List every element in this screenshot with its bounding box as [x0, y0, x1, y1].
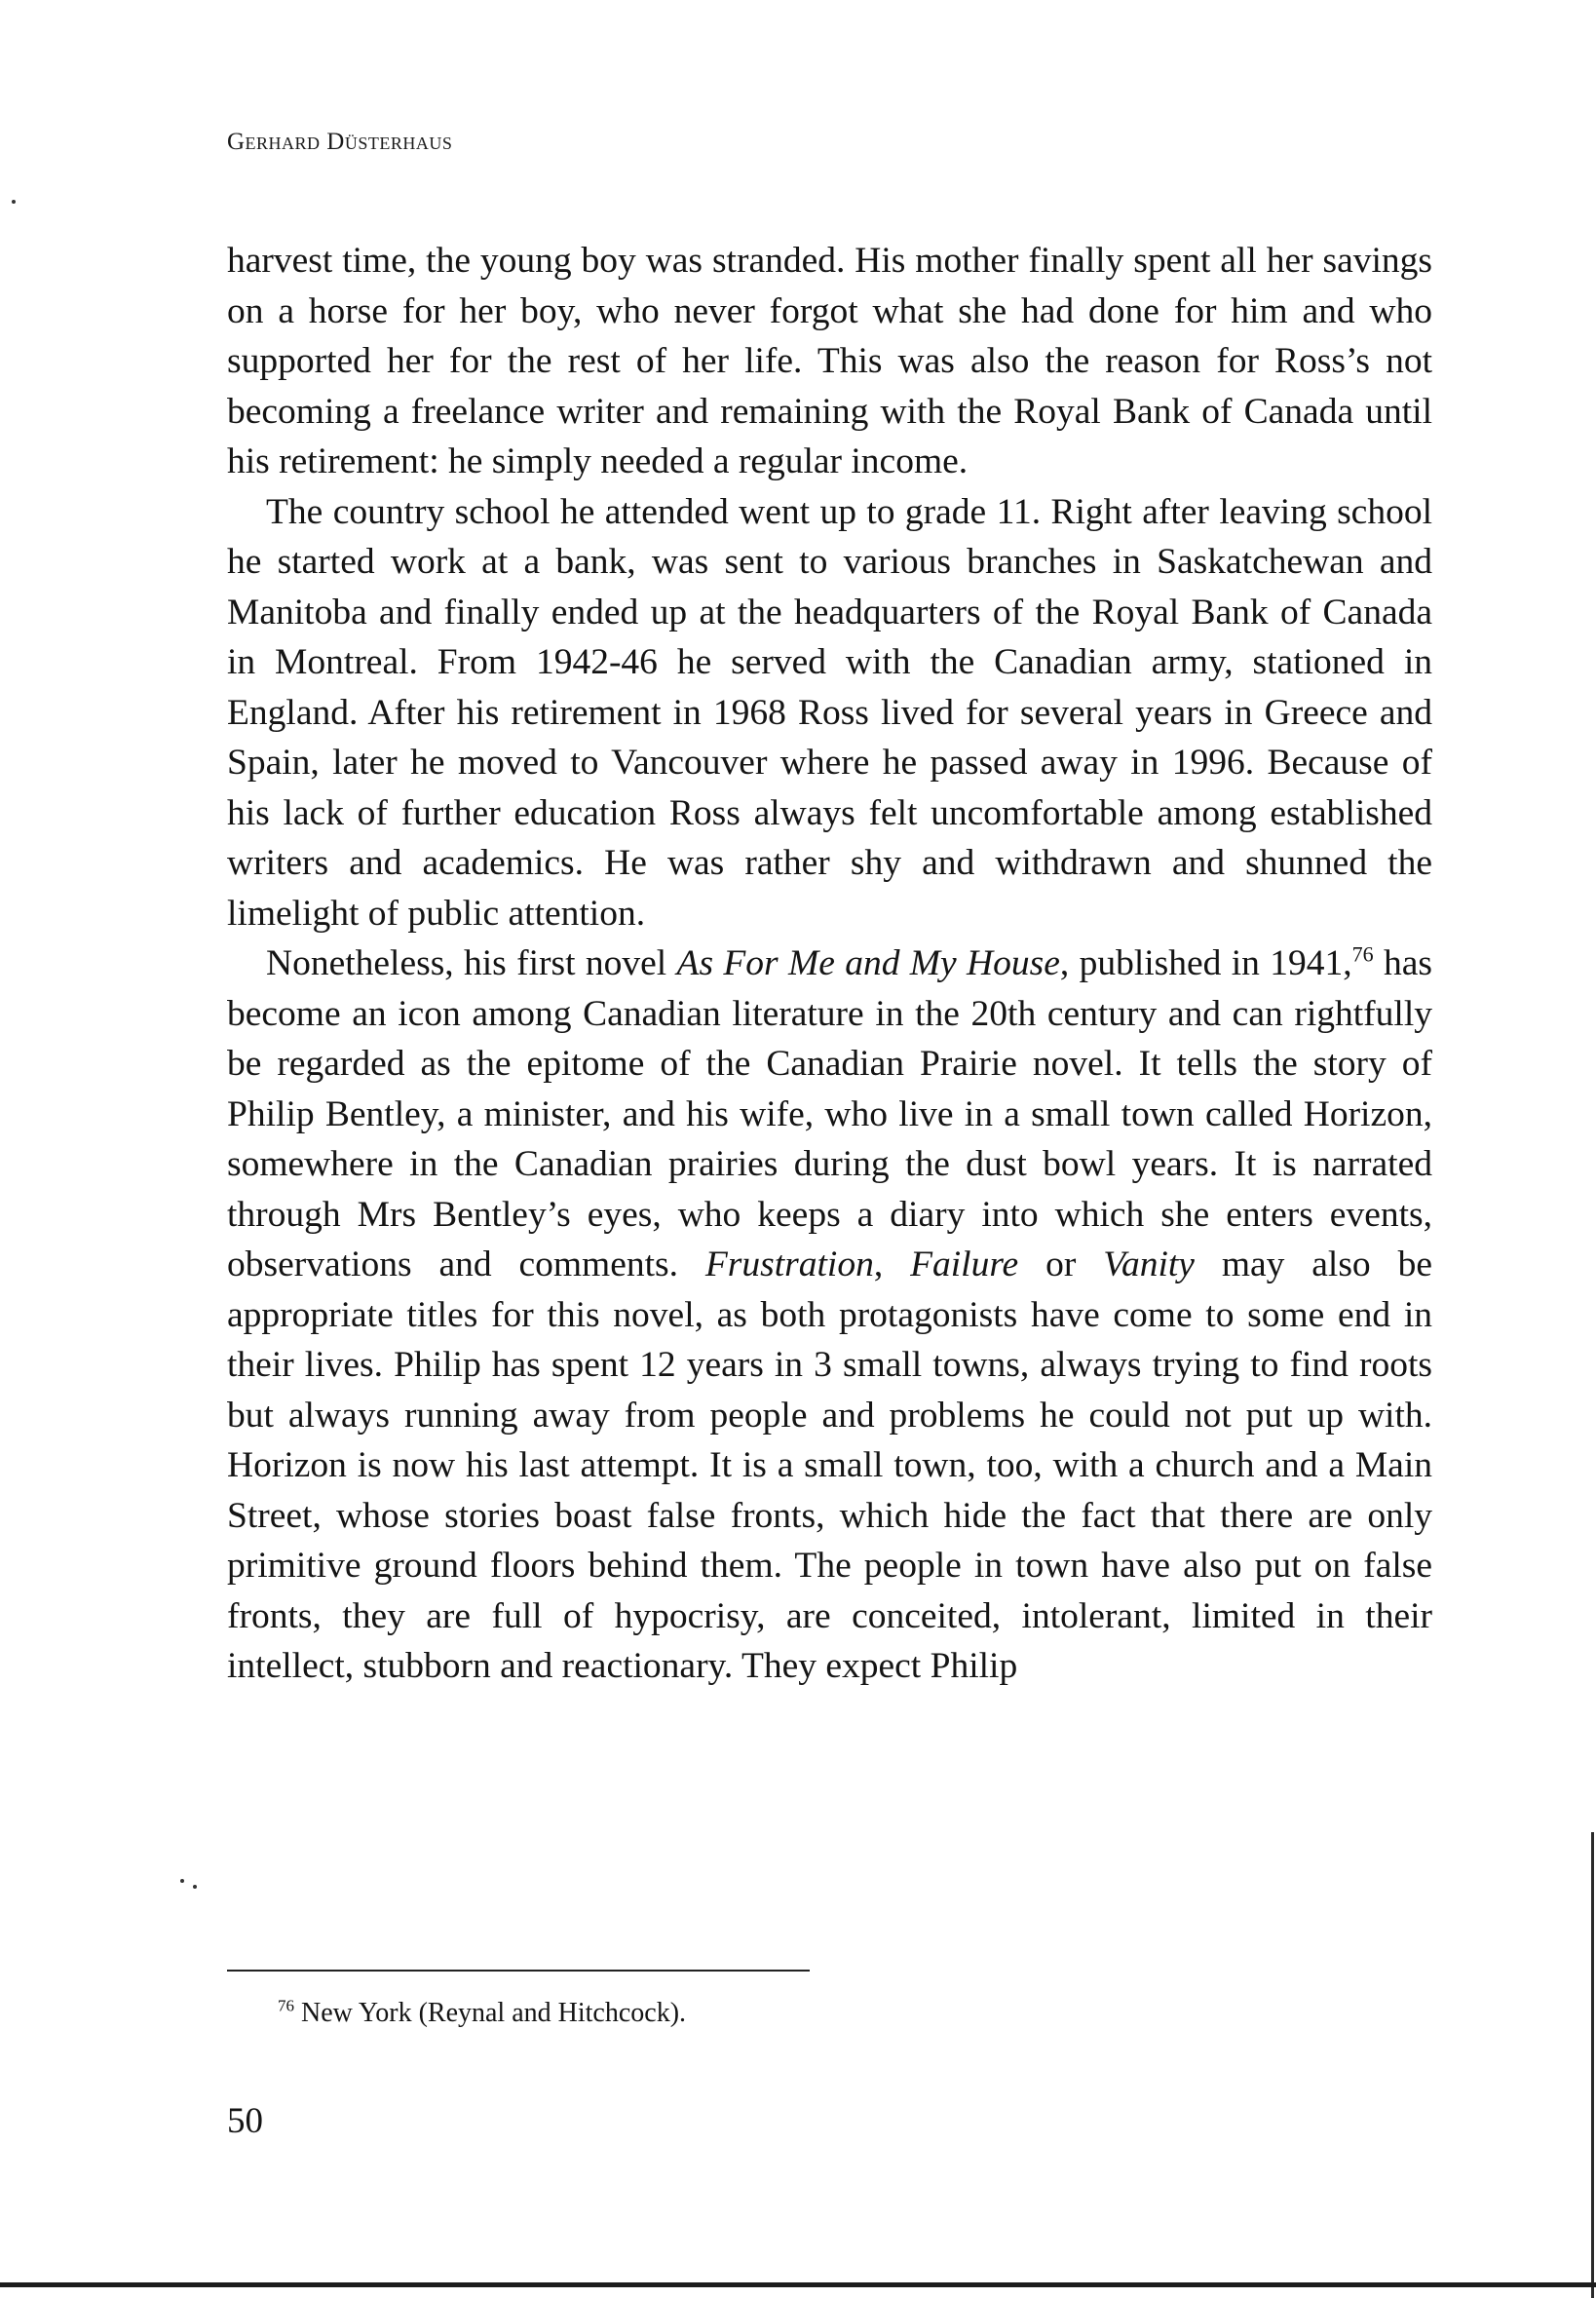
scan-edge-bottom: [0, 2282, 1596, 2287]
scan-speck: [12, 200, 16, 204]
text-run: , published in 1941,: [1059, 943, 1352, 983]
footnote-divider: [227, 1970, 810, 1972]
scan-speck: [193, 1885, 197, 1889]
text-run: harvest time, the young boy was stranded. His mother finally spent all her savings on a horse for her boy, who never forgot what she had done for him and who supported her for the rest of her life. This was also the reason for Ross’s not becoming a freelance writer and remaining with the Royal Bank of Canada until his retirement: he simply needed a regular income.: [227, 241, 1432, 481]
text-run: has become an icon among Canadian literature in the 20th century and can rightfully be regarded as the epitome of the Canadian Prairie novel. It tells the story of Philip Bentley, a minister, and his wife, who live in a small town called Horizon, somewhere in the Canadian prairies during the dust bowl years. It is narrated through Mrs Bentley’s eyes, who keeps a diary into which she enters events, observations and comments.: [227, 943, 1432, 1284]
paragraph: [227, 236, 1432, 487]
running-head: Gerhard Düsterhaus: [227, 129, 453, 155]
text-run: or: [1018, 1245, 1104, 1284]
italic-title: Failure: [910, 1245, 1019, 1284]
body-text: [227, 236, 1432, 1692]
italic-title: Vanity: [1103, 1245, 1195, 1284]
page-number: 50: [227, 2101, 263, 2141]
italic-title: As For Me and My House: [676, 943, 1060, 983]
footnote-text: New York (Reynal and Hitchcock).: [294, 1998, 687, 2028]
footnote-reference: 76: [1351, 941, 1374, 967]
scan-speck: [180, 1879, 184, 1883]
italic-title: Frustration: [704, 1245, 874, 1284]
text-run: Nonetheless, his first novel: [266, 943, 677, 983]
footnote-marker: 76: [278, 1996, 294, 2015]
text-run: may also be appropriate titles for this novel, as both protagonists have come to some end in their lives. Philip has spent 12 years in 3 small towns, always trying to find roots but always running away from people and problems he could not put up with. Horizon is now his last attempt. It is a small town, too, with a church and a Main Street, whose stories boast false fronts, which hide the fact that there are only primitive ground floors behind them. The people in town have also put on false fronts, they are full of hypocrisy, are conceited, intolerant, limited in their intellect, stubborn and reactionary. They expect Philip: [227, 1245, 1432, 1686]
paragraph: [227, 938, 1432, 1692]
footnote: [278, 1996, 686, 2031]
scan-edge-right: [1591, 1832, 1594, 2298]
text-run: ,: [873, 1245, 911, 1284]
paragraph: [227, 487, 1432, 939]
text-run: The country school he attended went up to grade 11. Right after leaving school he started work at a bank, was sent to various branches in Saskatchewan and Manitoba and finally ended up at the headquarters of the Royal Bank of Canada in Montreal. From 1942-46 he served with the Canadian army, stationed in England. After his retirement in 1968 Ross lived for several years in Greece and Spain, later he moved to Vancouver where he passed away in 1996. Because of his lack of further education Ross always felt uncomfortable among established writers and academics. He was rather shy and withdrawn and shunned the limelight of public attention.: [227, 491, 1432, 934]
